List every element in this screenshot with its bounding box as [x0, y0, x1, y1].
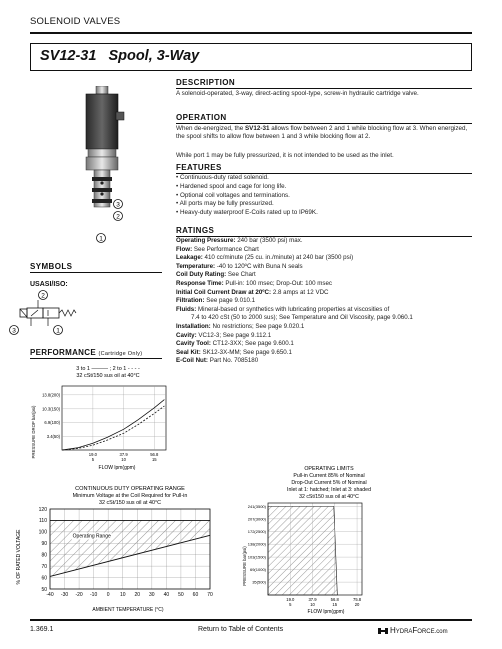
- port-marker-1-label: 1: [99, 235, 103, 243]
- duty-subtitle: Minimum Voltage at the Coil Required for Pull-in: [72, 493, 188, 499]
- performance-y-tick: 3.4(50): [46, 433, 60, 439]
- limits-y-tick: 103(1500): [247, 554, 266, 560]
- performance-x-tick-gpm: 5: [91, 457, 95, 462]
- performance-chart: [28, 362, 168, 472]
- feature-item: • Optional coil voltages and terminations.: [176, 191, 290, 199]
- symbols-rule: [30, 272, 162, 273]
- limits-x-tick-gpm: 10: [310, 602, 315, 607]
- page-title: [40, 48, 199, 64]
- limits-x-tick-lpm: 56.8: [330, 597, 339, 602]
- duty-x-tick: 60: [192, 592, 199, 598]
- performance-y-tick: 10.3(150): [42, 406, 60, 412]
- rating-row: Response Time: Pull-in: 100 msec; Drop-Out: 100 msec: [176, 279, 333, 287]
- rating-row: Temperature: -40 to 120ºC with Buna N seals: [176, 262, 303, 270]
- performance-x-tick-gpm: 10: [121, 457, 126, 462]
- operation-p1-model: SV12-31: [244, 125, 270, 132]
- rating-row: Initial Coil Current Draw at 20ºC: 2.8 amps at 12 VDC: [176, 288, 329, 296]
- rating-row: Leakage: 410 cc/minute (25 cu. in./minute) at 240 bar (3500 psi): [176, 254, 354, 262]
- limits-fluid: 32 cSt/150 sus oil at 40°C: [299, 494, 359, 500]
- duty-y-tick: 70: [41, 563, 47, 570]
- port-marker-2: [110, 208, 126, 224]
- rating-row: Cavity Tool: CT12-3XX; See page 9.600.1: [176, 340, 294, 348]
- operation-paragraph-1: [176, 125, 472, 142]
- duty-x-label: AMBIENT TEMPERATURE (°C): [92, 607, 164, 613]
- duty-y-tick: 60: [41, 575, 47, 582]
- feature-item: • Continuous-duty rated solenoid.: [176, 174, 269, 181]
- duty-fluid: 32 cSt/150 sus oil at 40°C: [98, 500, 162, 506]
- duty-operating-region: [50, 520, 210, 576]
- performance-rule: [30, 358, 162, 359]
- description-rule: [176, 88, 472, 89]
- operation-paragraph-2: While port 1 may be fully pressurized, it is not intended to be used as the inlet.: [176, 152, 394, 159]
- performance-x-tick-lpm: 19.0: [88, 452, 97, 457]
- limits-chart: [238, 462, 388, 616]
- section-title: SOLENOID VALVES: [30, 16, 121, 27]
- limits-y-tick: 172(2500): [247, 529, 266, 535]
- performance-y-tick: 13.8(200): [42, 392, 60, 398]
- limits-title: OPERATING LIMITS: [304, 466, 354, 472]
- limits-y-label: PRESSURE bar(psi): [242, 546, 247, 586]
- rating-row-continued: 7.4 to 420 cSt (50 to 2000 sus); See Temperature and Oil Viscosity, page 9.060.1: [191, 314, 413, 322]
- hydraforce-logo-icon: [378, 627, 388, 634]
- limits-x-label: FLOW lpm(gpm): [307, 609, 345, 615]
- rating-row: Cavity: VC12-3; See page 9.112.1: [176, 331, 272, 339]
- performance-heading: PERFORMANCE (Cartridge Only): [30, 348, 143, 357]
- duty-x-tick: 10: [119, 592, 126, 598]
- limits-pullin: Pull-in Current 85% of Nominal: [293, 473, 365, 479]
- limits-dropout: Drop-Out Current 5% of Nominal: [291, 480, 367, 486]
- duty-x-tick: -10: [90, 592, 98, 598]
- feature-item: • Heavy-duty waterproof E-Coils rated up to IP69K.: [176, 209, 318, 217]
- port-marker-2-label: 2: [116, 213, 120, 221]
- toc-link[interactable]: Return to Table of Contents: [198, 626, 284, 633]
- rating-row: Installation: No restrictions; See page 9.020.1: [176, 322, 305, 330]
- limits-y-tick: 207(3000): [247, 516, 266, 522]
- duty-y-tick: 110: [39, 518, 47, 525]
- duty-x-tick: 70: [207, 592, 213, 598]
- performance-series-line: [62, 406, 164, 450]
- performance-series-line: [62, 400, 164, 450]
- performance-x-tick-lpm: 37.9: [119, 452, 128, 457]
- operation-p1-pre: When de-energized, the: [176, 125, 245, 132]
- rating-row: Seal Kit: SK12-3X-MM; See page 9.650.1: [176, 348, 292, 356]
- operation-p1-post: allows flow between 2 and 1 while blocking flow at 3. When energized, the spool shifts to allow flow between 1 and 3 while blocking flow at 2.: [176, 125, 468, 141]
- symbols-heading: SYMBOLS: [30, 262, 73, 271]
- performance-y-label: PRESSURE DROP bar(psi): [31, 405, 36, 459]
- duty-title: CONTINUOUS DUTY OPERATING RANGE: [75, 486, 185, 492]
- duty-x-tick: -20: [75, 592, 83, 598]
- duty-x-tick: -40: [46, 592, 54, 598]
- duty-x-tick: -30: [60, 592, 69, 598]
- port-marker-1: [93, 230, 109, 246]
- rating-row: Operating Pressure: 240 bar (3500 psi) max.: [176, 237, 303, 244]
- hydraulic-symbol: [0, 288, 90, 338]
- duty-x-tick: 0: [106, 592, 110, 598]
- description-heading: DESCRIPTION: [176, 78, 236, 87]
- rating-row: E-Coil Nut: Part No. 7085180: [176, 357, 259, 365]
- performance-plot-frame: [62, 386, 166, 450]
- duty-y-tick: 90: [41, 541, 47, 548]
- limits-inlet-key: Inlet at 1: hatched; Inlet at 3: shaded: [287, 487, 371, 493]
- performance-x-tick-lpm: 56.8: [150, 452, 159, 457]
- model-number: SV12-31: [40, 48, 97, 64]
- performance-note: (Cartridge Only): [98, 351, 143, 357]
- valve-name: Spool, 3-Way: [108, 48, 200, 64]
- duty-chart: [12, 480, 232, 616]
- operation-heading: OPERATION: [176, 113, 227, 122]
- performance-x-tick-gpm: 15: [151, 457, 157, 462]
- limits-x-tick-lpm: 19.0: [286, 597, 295, 602]
- features-heading: FEATURES: [176, 163, 222, 172]
- operation-rule: [176, 123, 472, 124]
- rating-row: Fluids: Mineral-based or synthetics with lubricating properties at viscosities of: [176, 305, 390, 313]
- header-rule: [30, 32, 472, 34]
- symbol-standard: USASI/ISO:: [30, 281, 68, 288]
- footer-rule: [30, 619, 472, 621]
- performance-fluid: 32 cSt/150 sus oil at 40°C: [76, 373, 140, 379]
- limits-x-tick-lpm: 75.8: [352, 597, 362, 602]
- performance-legend: 3 to 1 ——— ; 2 to 1 - - - -: [76, 366, 140, 372]
- duty-x-tick: 40: [163, 592, 170, 598]
- features-list: [176, 174, 472, 218]
- symbol-port-3-label: 3: [12, 327, 16, 335]
- rating-row: Filtration: See page 9.010.1: [176, 297, 256, 305]
- duty-y-tick: 50: [41, 586, 47, 593]
- duty-x-tick: 50: [178, 592, 184, 598]
- duty-y-tick: 80: [41, 552, 47, 559]
- duty-x-tick: 30: [149, 592, 155, 598]
- ratings-list: [176, 237, 476, 366]
- limits-x-tick-gpm: 15: [332, 602, 338, 607]
- performance-x-label: FLOW lpm(gpm): [98, 465, 136, 471]
- valve-illustration: [76, 86, 136, 218]
- rating-row: Flow: See Performance Chart: [176, 245, 259, 253]
- symbol-port-2-label: 2: [41, 292, 45, 300]
- duty-y-label: % OF RATED VOLTAGE: [16, 529, 22, 585]
- duty-y-tick: 120: [38, 506, 47, 513]
- symbol-port-1-label: 1: [56, 327, 60, 335]
- limits-y-tick: 69(1000): [249, 567, 266, 573]
- limits-y-tick: 241(3500): [247, 503, 266, 509]
- limits-y-tick: 35(500): [252, 579, 266, 585]
- limits-x-tick-gpm: 20: [354, 602, 360, 607]
- duty-x-tick: 20: [134, 592, 141, 598]
- feature-item: • All ports may be fully pressurized.: [176, 200, 274, 208]
- limits-y-tick: 138(2000): [247, 541, 266, 547]
- port-marker-3-label: 3: [116, 201, 120, 209]
- limits-operating-region: [268, 506, 337, 595]
- rating-row: Coil Duty Rating: See Chart: [176, 271, 256, 279]
- limits-x-tick-lpm: 37.9: [308, 597, 317, 602]
- ratings-heading: RATINGS: [176, 226, 215, 235]
- brand-wordmark: HYDRAFORCE.com: [378, 626, 448, 635]
- duty-y-tick: 100: [38, 529, 47, 536]
- duty-region-label: Operating Range: [72, 533, 111, 540]
- limits-x-tick-gpm: 5: [289, 602, 292, 607]
- page-number: 1.369.1: [30, 626, 54, 633]
- feature-item: • Hardened spool and cage for long life.: [176, 182, 287, 190]
- description-text: A solenoid-operated, 3-way, direct-acting spool-type, screw-in hydraulic cartridge valve.: [176, 90, 419, 97]
- performance-y-tick: 6.9(100): [44, 419, 60, 425]
